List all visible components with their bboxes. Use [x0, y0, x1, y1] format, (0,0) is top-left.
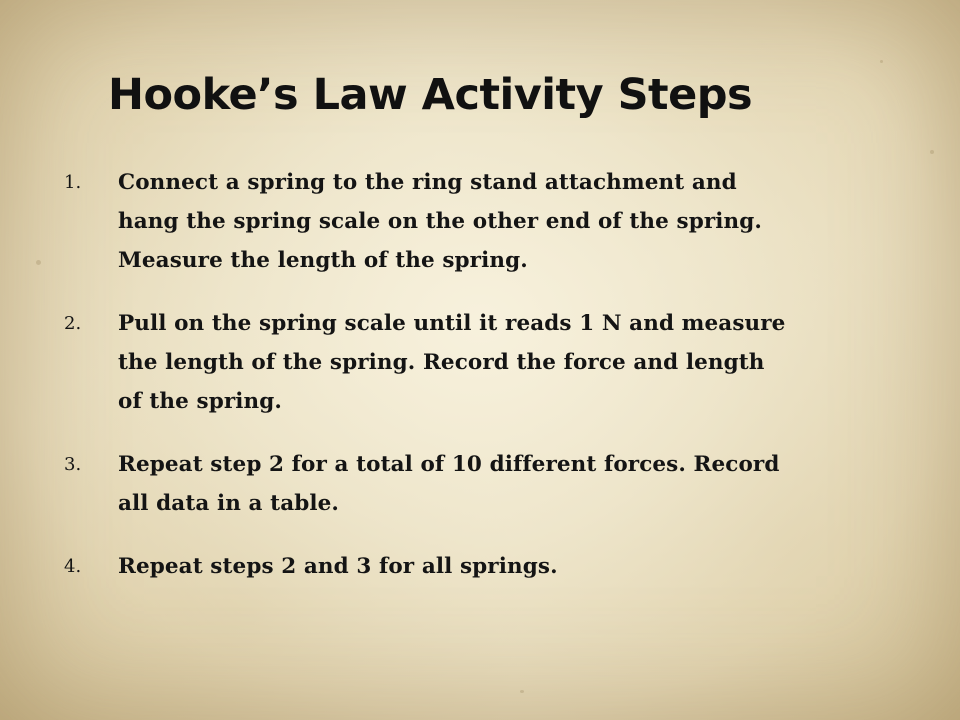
step-text — [118, 445, 904, 523]
step-item — [64, 547, 904, 586]
step-text — [118, 547, 904, 586]
step-number: 1. — [64, 172, 82, 193]
step-line: Connect a spring to the ring stand attachment and — [118, 170, 737, 195]
parchment-speck — [36, 260, 41, 265]
step-line: the length of the spring. Record the force and length — [118, 350, 765, 375]
parchment-speck — [930, 150, 934, 154]
step-item — [64, 304, 904, 421]
parchment-speck — [880, 60, 883, 63]
step-item — [64, 163, 904, 280]
parchment-speck — [520, 690, 524, 693]
step-line: Repeat step 2 for a total of 10 different forces. Record — [118, 452, 780, 477]
step-number: 2. — [64, 313, 82, 334]
step-line: all data in a table. — [118, 491, 339, 516]
step-text — [118, 304, 904, 421]
step-line: of the spring. — [118, 389, 282, 414]
step-line: Repeat steps 2 and 3 for all springs. — [118, 554, 558, 579]
step-number: 3. — [64, 454, 82, 475]
step-number: 4. — [64, 556, 82, 577]
step-item — [64, 445, 904, 523]
steps-list — [64, 163, 904, 586]
step-text — [118, 163, 904, 280]
step-line: Measure the length of the spring. — [118, 248, 528, 273]
slide-title: Hooke’s Law Activity Steps — [108, 70, 753, 120]
step-line: hang the spring scale on the other end of the spring. — [118, 209, 762, 234]
step-line: Pull on the spring scale until it reads 1 N and measure — [118, 311, 786, 336]
